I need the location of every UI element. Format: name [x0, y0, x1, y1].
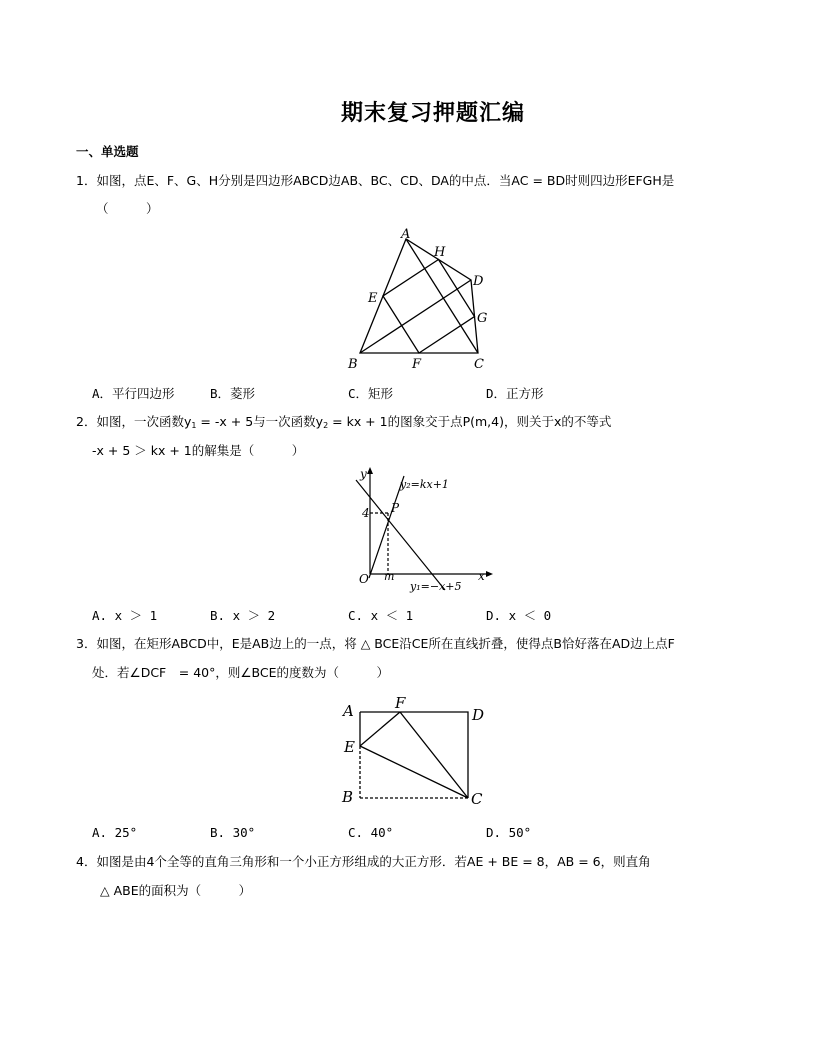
q1-label-d: D — [473, 274, 484, 289]
q1-quadrilateral-abcd — [360, 239, 478, 353]
q2-option-d[interactable]: D. x ＜ 0 — [486, 608, 552, 623]
q2-text-line2: -x + 5 ＞ kx + 1的解集是（ ） — [92, 443, 305, 458]
q2-x-arrow-icon — [486, 571, 493, 577]
q1-text-line1: 1．如图，点E、F、G、H分别是四边形ABCD边AB、BC、CD、DA的中点．当AC = BD时则四边形EFGH是 — [76, 173, 675, 188]
q3-rectangle-figure — [338, 688, 498, 812]
q1-label-f: F — [412, 357, 422, 372]
q2-text-part2: = -x + 5与一次函数y — [196, 414, 324, 429]
q1-text-line2: （ ） — [96, 201, 159, 216]
q2-line-y2 — [369, 476, 404, 578]
q1-label-g: G — [477, 311, 488, 326]
q3-label-a: A — [343, 702, 354, 720]
q2-label-line-y2: y₂=kx+1 — [400, 478, 449, 491]
q3-option-a[interactable]: A. 25° — [92, 825, 138, 840]
q3-option-c[interactable]: C. 40° — [348, 825, 394, 840]
q4-text-line2: △ ABE的面积为（ ） — [100, 883, 252, 898]
page-title: 期末复习押题汇编 — [340, 100, 525, 126]
q3-label-e: E — [344, 738, 355, 756]
q3-option-d[interactable]: D. 50° — [486, 825, 532, 840]
q2-label-four: 4 — [362, 506, 370, 520]
q2-y-arrow-icon — [367, 467, 373, 474]
q2-option-a[interactable]: A. x ＞ 1 — [92, 608, 158, 623]
q3-segment-ef — [360, 712, 400, 746]
q2-label-p: P — [391, 501, 400, 515]
q2-label-x: x — [478, 569, 485, 583]
q3-text-line1: 3．如图，在矩形ABCD中，E是AB边上的一点，将 △ BCE沿CE所在直线折叠，使得点B恰好落在AD边上点F — [76, 636, 675, 651]
q2-label-m: m — [384, 570, 395, 583]
q3-option-b[interactable]: B. 30° — [210, 825, 256, 840]
q2-option-c[interactable]: C. x ＜ 1 — [348, 608, 414, 623]
q1-label-e: E — [368, 291, 378, 306]
q1-option-c[interactable]: C．矩形 — [348, 386, 394, 401]
q3-label-f: F — [395, 694, 406, 712]
q2-text-part3: = kx + 1的图象交于点P(m,4)，则关于x的不等式 — [328, 414, 612, 429]
q3-fold-line-ec — [360, 746, 468, 798]
q2-label-origin: O — [359, 572, 369, 586]
q2-function-graph — [350, 466, 500, 596]
q3-label-b: B — [342, 788, 354, 806]
q1-quadrilateral-figure — [340, 226, 500, 374]
q3-text-line2: 处．若∠DCF = 40°，则∠BCE的度数为（ ） — [92, 665, 390, 680]
q2-text-line1 — [76, 412, 611, 430]
q1-label-b: B — [348, 357, 358, 372]
q2-label-y: y — [360, 467, 367, 481]
q2-option-b[interactable]: B. x ＞ 2 — [210, 608, 276, 623]
q4-text-line1: 4．如图是由4个全等的直角三角形和一个小正方形组成的大正方形．若AE + BE = 8，AB = 6，则直角 — [76, 854, 651, 869]
q1-option-a[interactable]: A．平行四边形 — [92, 386, 175, 401]
q3-rectangle-sides — [360, 712, 468, 798]
q1-label-h: H — [434, 245, 446, 260]
q2-subscript-2: 2 — [323, 421, 329, 430]
q1-option-b[interactable]: B．菱形 — [210, 386, 256, 401]
q3-label-d: D — [472, 706, 485, 724]
q2-subscript-1: 1 — [191, 421, 197, 430]
section-heading: 一、单选题 — [76, 144, 139, 159]
q1-label-a: A — [401, 227, 411, 242]
q2-text-part1: 2．如图，一次函数y — [76, 414, 192, 429]
q3-segment-fc — [400, 712, 468, 798]
q2-label-line-y1: y₁=−x+5 — [410, 580, 462, 593]
q1-label-c: C — [474, 357, 484, 372]
q3-label-c: C — [471, 790, 483, 808]
q1-option-d[interactable]: D．正方形 — [486, 386, 544, 401]
